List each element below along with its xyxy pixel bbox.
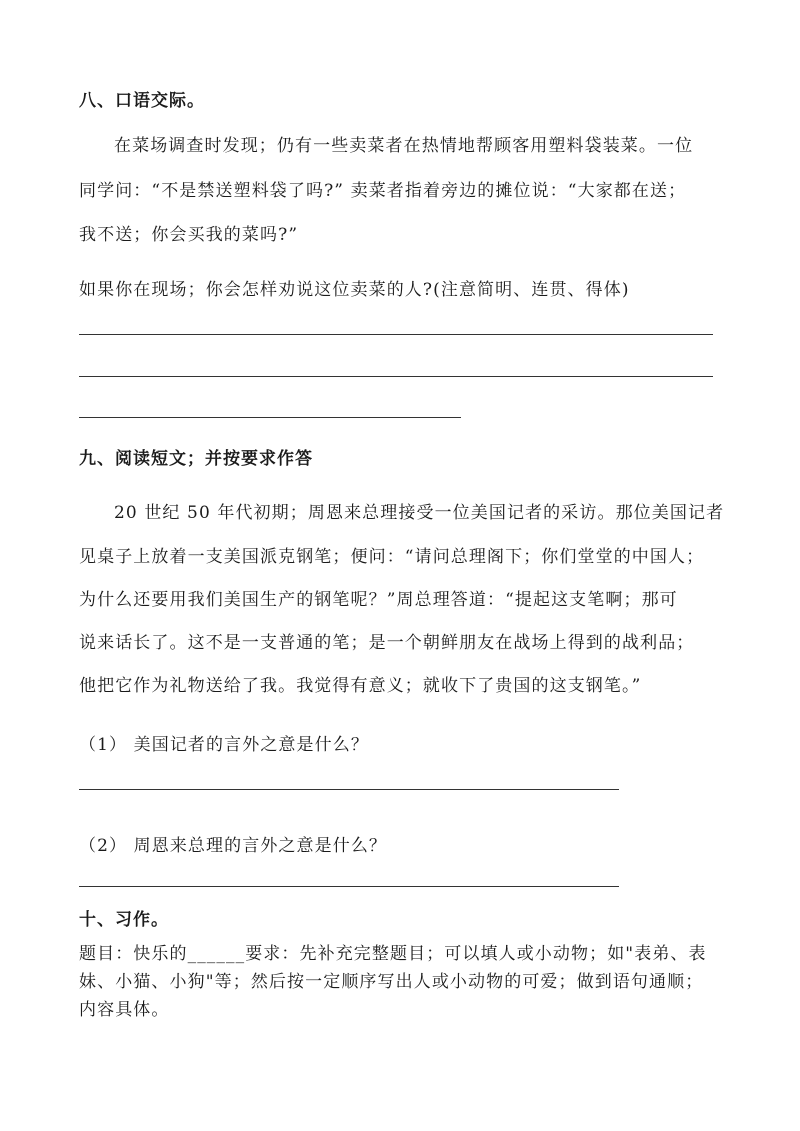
section-9-title: 九、阅读短文；并按要求作答 (79, 449, 313, 469)
section-9-question-2: （2） 周恩来总理的言外之意是什么？ (79, 836, 388, 856)
section-8-question: 如果你在现场；你会怎样劝说这位卖菜的人?(注意简明、连贯、得体) (79, 280, 630, 300)
section-8-line-1: 在菜场调查时发现；仍有一些卖菜者在热情地帮顾客用塑料袋装菜。一位 (114, 136, 694, 156)
section-9-line-2: 见桌子上放着一支美国派克钢笔；便问：“请问总理阁下；你们堂堂的中国人； (79, 547, 705, 567)
section-10-line-3: 内容具体。 (79, 1000, 170, 1020)
section-9-line-3: 为什么还要用我们美国生产的钢笔呢？”周总理答道：“提起这支笔啊；那可 (79, 590, 678, 610)
section-9-answer-line-1[interactable] (79, 789, 619, 790)
section-8-answer-line-1[interactable] (79, 334, 713, 335)
section-8-title: 八、口语交际。 (79, 91, 205, 111)
section-10-line-2: 妹、小猫、小狗"等；然后按一定顺序写出人或小动物的可爱；做到语句通顺； (79, 972, 704, 992)
section-9-line-4: 说来话长了。这不是一支普通的笔；是一个朝鲜朋友在战场上得到的战利品； (79, 633, 695, 653)
section-8-line-2: 同学问：“不是禁送塑料袋了吗?” 卖菜者指着旁边的摊位说：“大家都在送； (79, 181, 687, 201)
section-9-line-5: 他把它作为礼物送给了我。我觉得有意义；就收下了贵国的这支钢笔。” (79, 676, 642, 696)
section-9-answer-line-2[interactable] (79, 886, 619, 887)
section-9-question-1: （1） 美国记者的言外之意是什么？ (79, 735, 369, 755)
section-9-line-1: 20 世纪 50 年代初期；周恩来总理接受一位美国记者的采访。那位美国记者 (114, 503, 725, 523)
section-10-line-1: 题目：快乐的______要求：先补充完整题目；可以填人或小动物；如"表弟、表 (79, 944, 707, 964)
section-8-line-3: 我不送；你会买我的菜吗?” (79, 225, 299, 245)
section-10-title: 十、习作。 (79, 910, 169, 930)
section-8-answer-line-3[interactable] (79, 417, 461, 418)
section-8-answer-line-2[interactable] (79, 376, 713, 377)
